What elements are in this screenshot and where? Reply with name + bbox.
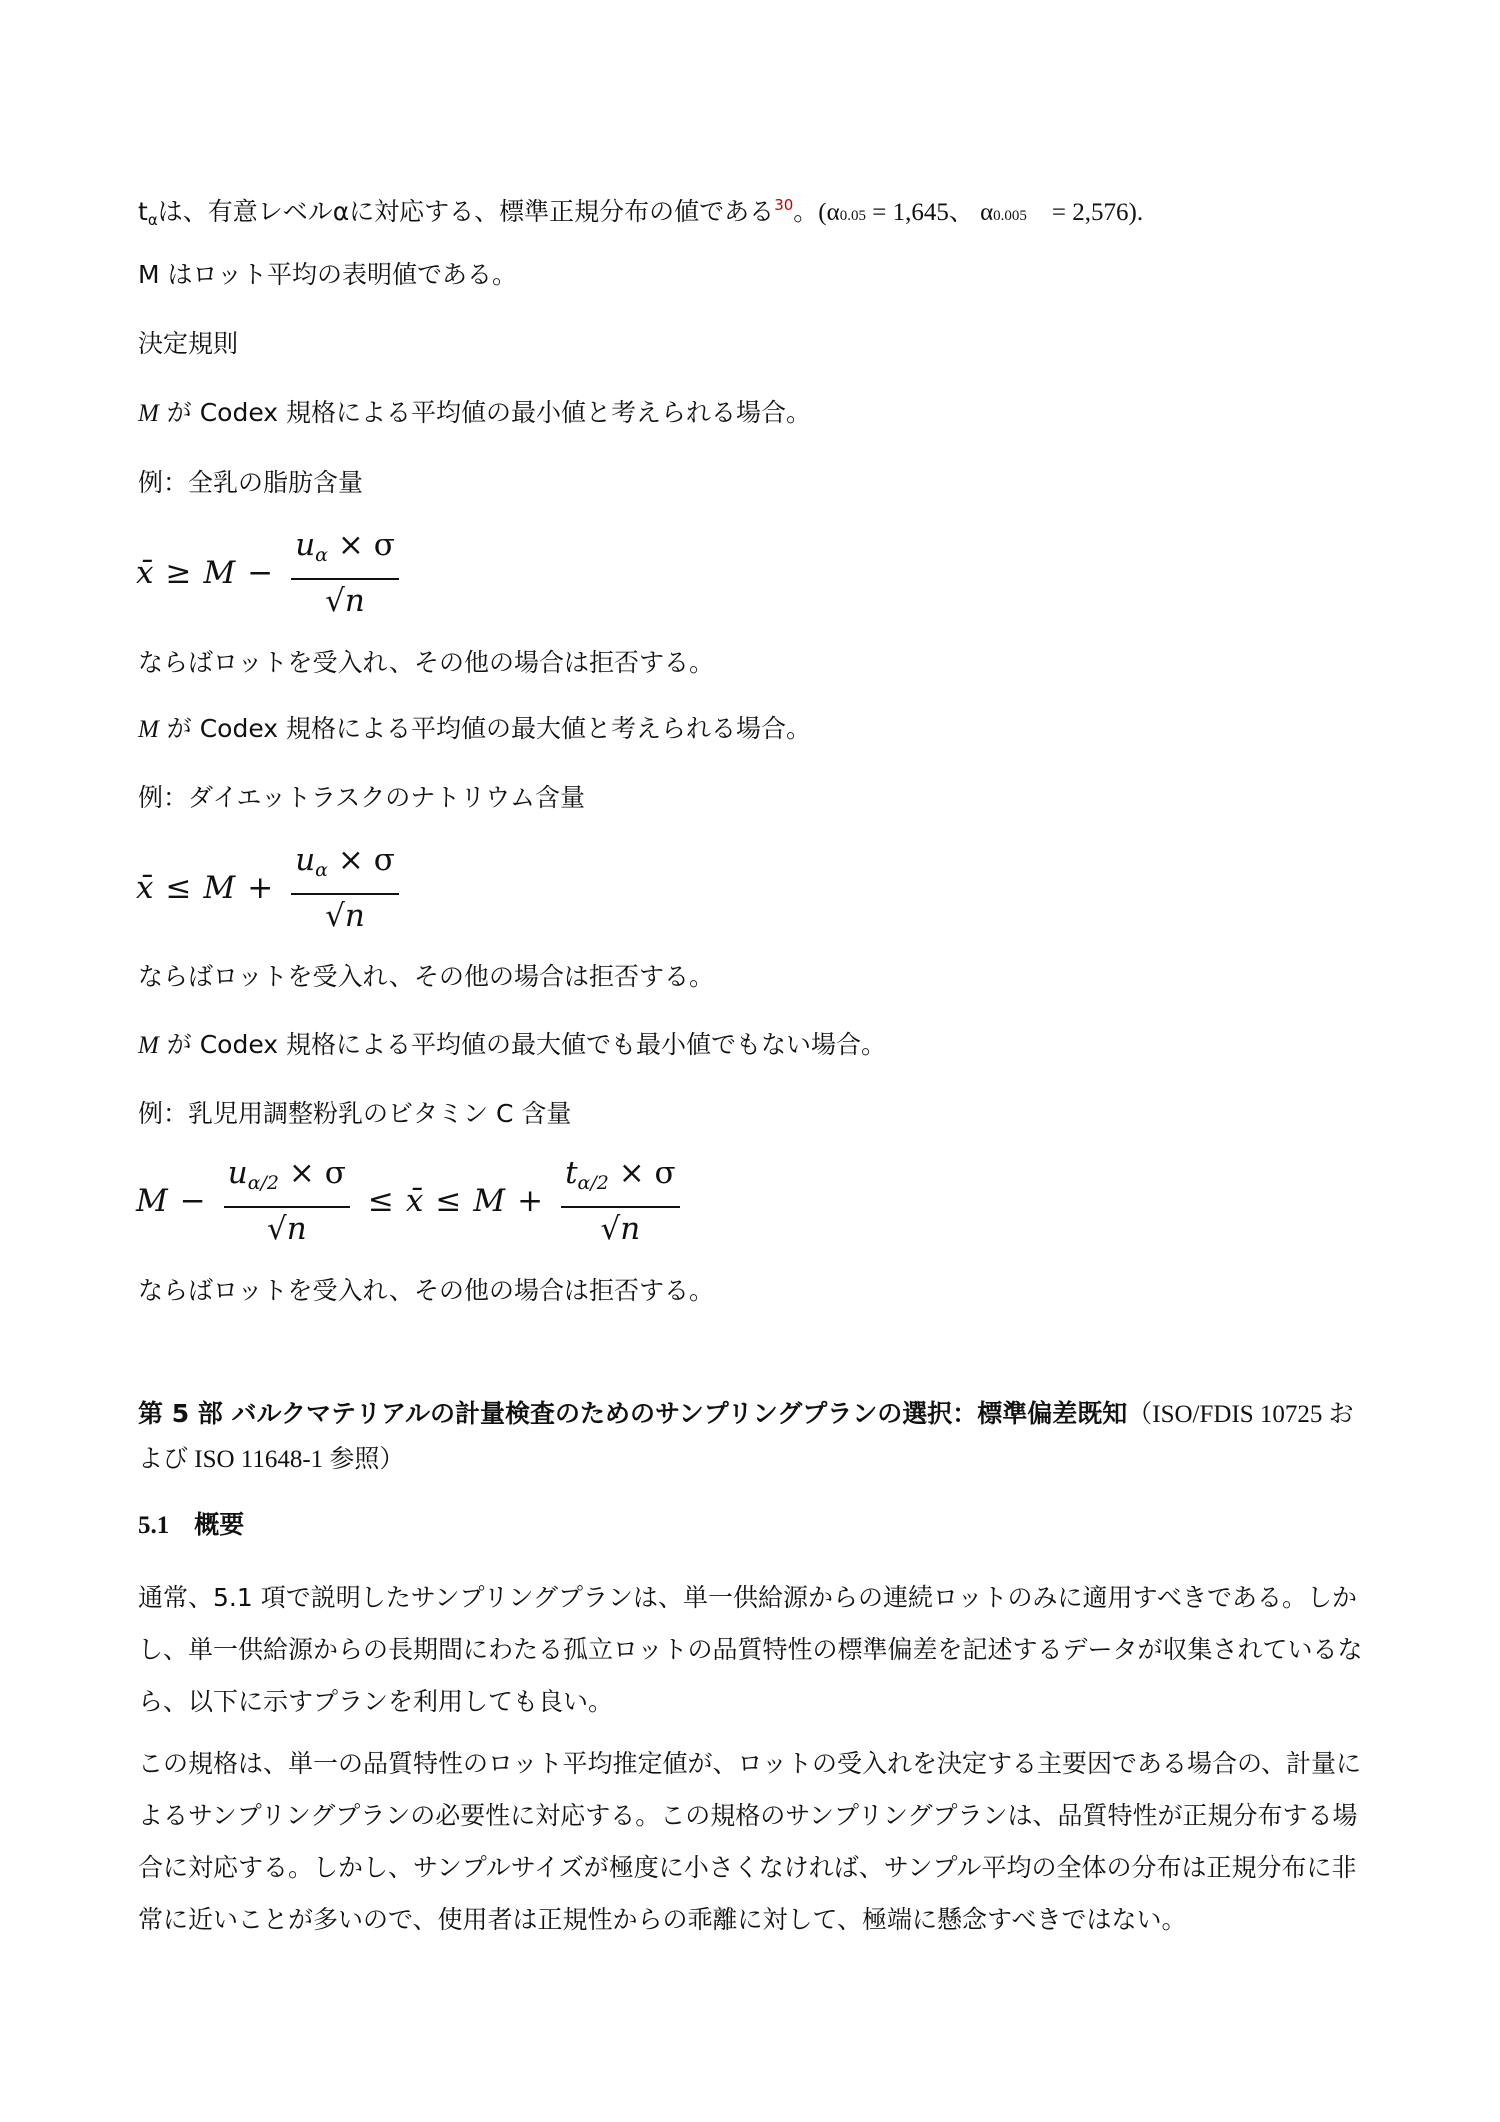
example-neither: 例：乳児用調整粉乳のビタミン C 含量 (138, 1099, 572, 1128)
case-maximum (138, 712, 811, 747)
case-minimum-text: が Codex 規格による平均値の最小値と考えられる場合。 (158, 398, 812, 427)
m-symbol: M (136, 1183, 168, 1219)
alpha-value-1: = 1,645、 α (865, 199, 994, 226)
t-symbol: t (138, 197, 148, 226)
m-symbol: M (138, 400, 159, 427)
minus-symbol: − (179, 1183, 206, 1219)
definition-text: は、有意レベルαに対応する、標準正規分布の値である (157, 197, 775, 226)
accept-rule-2: ならばロットを受入れ、その他の場合は拒否する。 (138, 962, 715, 991)
le-symbol: ≤ (367, 1183, 394, 1219)
accept-rule-1: ならばロットを受入れ、その他の場合は拒否する。 (138, 648, 715, 677)
formula-range (136, 1152, 686, 1250)
formula-minimum (136, 524, 405, 622)
alpha-sub-005: 0.05 (839, 208, 866, 224)
subsection-heading: 5.1 概要 (138, 1512, 245, 1539)
fraction-lower: $\frac{u_{\alpha/2} \times \sigma}{√n}$ (224, 1152, 350, 1250)
xbar-symbol: x̄ (405, 1183, 424, 1219)
case-minimum (138, 396, 811, 431)
xbar-symbol: x̄ (136, 555, 154, 591)
fraction-upper: $\frac{t_{\alpha/2} \times \sigma}{√n}$ (561, 1152, 680, 1250)
plus-symbol: + (247, 870, 274, 906)
xbar-symbol: x̄ (136, 870, 154, 906)
paragraph-2: この規格は、単一の品質特性のロット平均推定値が、ロットの受入れを決定する主要因である場合の、計量によるサンプリングプランの必要性に対応する。この規格のサンプリングプランは、品質特性が正規分布する場合に対応する。しかし、サンプルサイズが極度に小さくなければ、サンプル平均の全体の分布は正規分布に非常に近いことが多いので、使用者は正規性からの乖離に対して、極端に懸念すべきではない。 (138, 1749, 1362, 1934)
alpha-sub-0005: 0.005 (993, 208, 1027, 224)
m-symbol: M (203, 555, 236, 591)
example-maximum: 例：ダイエットラスクのナトリウム含量 (138, 783, 586, 812)
section-title-reference: （ISO/FDIS 10725 および ISO 11648-1 参照） (138, 1401, 1354, 1473)
section-title-text: 第 5 部 バルクマテリアルの計量検査のためのサンプリングプランの選択：標準偏差既知 (138, 1399, 1128, 1428)
ge-symbol: ≥ (165, 555, 192, 591)
formula-maximum (136, 839, 405, 937)
decision-rule-heading: 決定規則 (138, 329, 239, 358)
case-neither-text: が Codex 規格による平均値の最大値でも最小値でもない場合。 (158, 1030, 887, 1059)
example-minimum: 例：全乳の脂肪含量 (138, 468, 364, 497)
alpha-value-2: = 2,576). (1026, 199, 1144, 226)
alpha-subscript: α (147, 211, 158, 229)
m-symbol: M (473, 1183, 506, 1219)
plus-symbol: + (517, 1183, 544, 1219)
case-neither (138, 1028, 886, 1063)
minus-symbol: − (247, 555, 274, 591)
le-symbol: ≤ (435, 1183, 462, 1219)
definition-m: M はロット平均の表明値である。 (138, 260, 518, 289)
definition-t-alpha (138, 188, 1143, 237)
case-maximum-text: が Codex 規格による平均値の最大値と考えられる場合。 (158, 714, 812, 743)
section-title (138, 1392, 1378, 1482)
accept-rule-3: ならばロットを受入れ、その他の場合は拒否する。 (138, 1276, 715, 1305)
le-symbol: ≤ (165, 870, 192, 906)
paragraph-1: 通常、5.1 項で説明したサンプリングプランは、単一供給源からの連続ロットのみに適用すべきである。しかし、単一供給源からの長期間にわたる孤立ロットの品質特性の標準偏差を記述するデータが収集されているなら、以下に示すプランを利用しても良い。 (138, 1583, 1363, 1716)
alpha-values-open: 。(α (793, 199, 840, 226)
m-symbol: M (203, 870, 236, 906)
footnote-ref[interactable]: 30 (774, 196, 794, 214)
m-symbol: M (138, 716, 159, 743)
fraction: $\frac{u_\alpha \times \sigma}{√n}$ (291, 524, 399, 622)
fraction: $\frac{u_\alpha \times \sigma}{√n}$ (291, 839, 399, 937)
m-symbol: M (138, 1032, 159, 1059)
